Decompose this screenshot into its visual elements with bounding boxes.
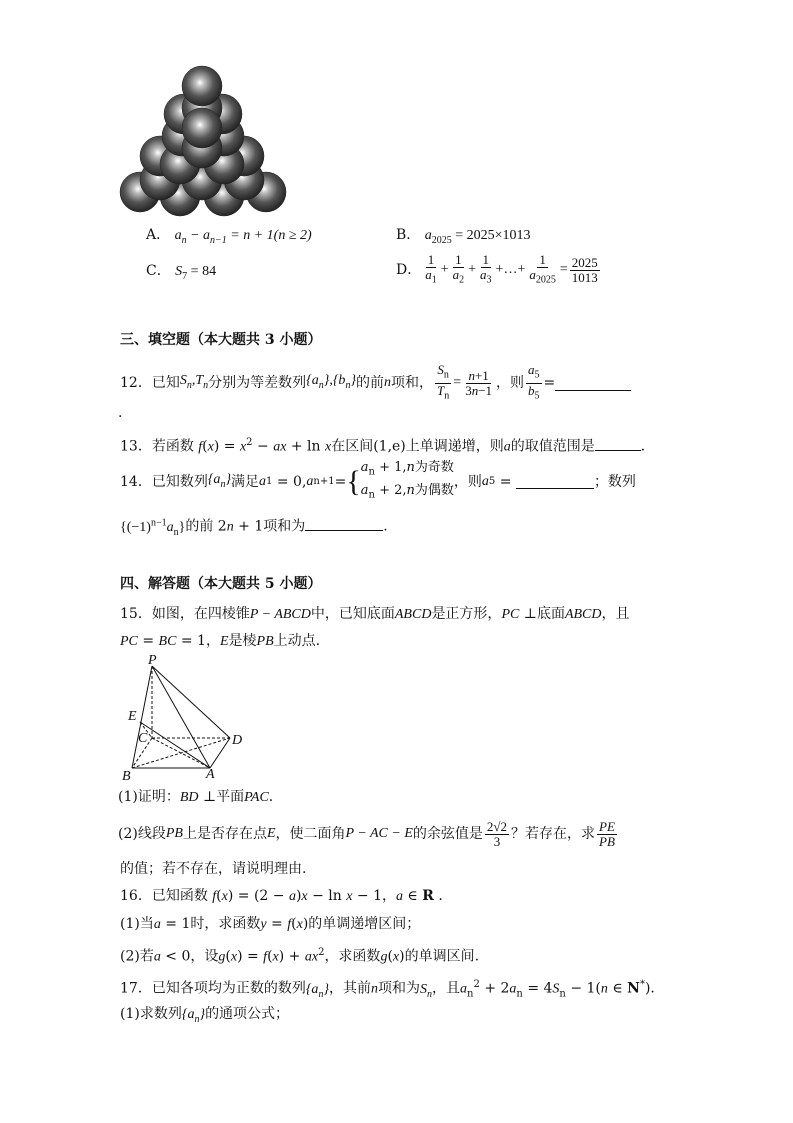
q13-text: 若函数 — [151, 438, 194, 455]
option-c-label: C． — [146, 263, 171, 279]
label-p: P — [148, 653, 157, 668]
q15-text: 底面 — [536, 606, 565, 622]
q14-text: 项和为 — [263, 518, 306, 535]
label-b: B — [122, 769, 131, 784]
label-e: E — [128, 709, 137, 724]
q14-text: 满足 — [231, 474, 260, 490]
q16-part1-text: (1)当 — [120, 916, 154, 932]
section-title-solutions: 四、解答题（本大题共 5 小题） — [120, 576, 322, 592]
q16-part2-text: ，设 — [190, 948, 219, 965]
q13-text: 的取值范围是 — [510, 438, 595, 455]
question-number: 14． — [120, 474, 152, 490]
option-c[interactable] — [146, 262, 216, 286]
option-d[interactable] — [396, 252, 602, 288]
answer-blank[interactable] — [595, 438, 641, 451]
q15-text: 中，已知底面 — [310, 606, 395, 622]
question-13: 13．若函数 $f(x) = x^2$ − ax + ln x在区间(1,e)上单调递增，则a的取值范围是 ． — [120, 437, 655, 455]
q14-case-even: 为偶数 — [414, 483, 454, 498]
question-16: 16．已知函数 f(x) = (2 − a)x − ln x − 1，a ∈ R . — [120, 888, 443, 904]
option-b-expr: $a_{2025} = 2025\times 1013$ — [424, 228, 531, 246]
question-14-line2: $\{(-1)^{n-1}a_n\}$的前 2n + 1项和为 . — [120, 517, 388, 538]
q15-text: 上动点. — [273, 633, 321, 649]
question-17: 17．已知各项均为正数的数列$\{a_n\}$，其前n项和为$S_n$，且$a_n^2 + 2a_n = 4S_n - 1(n$ ∈ N*). — [120, 979, 655, 1000]
q15-part1-text: (1)证明： — [118, 789, 180, 805]
q12-text: ，则 — [496, 375, 525, 391]
option-a[interactable] — [146, 226, 312, 250]
q14-case-odd: 为奇数 — [414, 460, 454, 476]
option-c-expr: $S_7 = 84$ — [175, 264, 217, 282]
q17-text: 项和为 — [378, 980, 421, 997]
question-number: 13． — [120, 438, 152, 455]
q17-part1: (1)求数列$\{a_n\}$的通项公式； — [120, 1006, 290, 1025]
q16-part2-text: (2)若 — [120, 948, 154, 965]
q17-text: ，其前 — [329, 980, 372, 997]
section-title-fill-in: 三、填空题（本大题共 3 小题） — [120, 332, 322, 348]
q14-text: ，则 — [453, 474, 482, 490]
q17-part1-text: (1)求数列 — [120, 1006, 182, 1022]
q15-part2: (2)线段 PB 上是否存在点 E ，使二面角 P − AC − E 的余弦值是 $\frac{2√2}{3}$ ？若存在，求 $\frac{PE}{PB}$ — [118, 818, 615, 849]
question-number: 15． — [120, 606, 152, 622]
q13-text: 上单调递增，则 — [405, 438, 504, 455]
option-d-label: D． — [396, 262, 422, 278]
label-d: D — [232, 733, 243, 748]
label-a: A — [206, 767, 215, 782]
q15-text: ， — [205, 633, 220, 649]
q12-text: 已知 — [151, 375, 180, 391]
q15-part1: (1)证明：BD ⊥平面PAC. — [118, 789, 274, 805]
q13-text: 在区间 — [331, 438, 374, 455]
q15-part1-text: . — [268, 789, 274, 805]
question-12: 12． 已知 $S_n,T_n$ 分别为等差数列 $\{a_n\},\{b_n\}$ 的前 n 项和， $\frac{S_n}{T_n}$ = $\frac{n+1}{3n-1}$ ，则 $\frac{a_5}{b_5}$ = — [120, 366, 631, 400]
label-c: C — [138, 731, 148, 746]
q15-text: 是正方形， — [431, 606, 502, 622]
q16-part1-text: 的单调递增区间； — [308, 916, 421, 932]
q12-text: 项和， — [391, 375, 434, 391]
answer-blank[interactable] — [305, 518, 383, 531]
option-b-label: B． — [396, 227, 421, 243]
question-number: 16． — [120, 888, 152, 904]
q15-part1-text: 平面 — [216, 789, 245, 805]
question-15: 15．如图，在四棱锥P − ABCD中，已知底面ABCD是正方形，PC ⊥底面ABCD，且 — [120, 606, 630, 622]
q15-part2-line2: 的值；若不存在，请说明理由. — [120, 861, 307, 877]
q12-text: 分别为等差数列 — [208, 375, 307, 391]
q14-text: ；数列 — [593, 474, 636, 490]
q17-part1-text: 的通项公式； — [205, 1006, 290, 1022]
q16-text: 已知函数 — [151, 888, 208, 904]
question-14: 14． 已知数列 $\{a_n\}$ 满足 a 1 = 0, a n+1 = { $a_n + 1,n$为奇数 $a_n + 2,n$为偶数 ，则 a 5 = ；数列 — [120, 460, 636, 501]
option-a-label: A． — [146, 227, 171, 243]
q15-text: 是棱 — [228, 633, 257, 649]
q15-part2-text: (2)线段 — [118, 826, 166, 842]
q15-part2-text: ，使二面角 — [275, 826, 346, 842]
q16-part2-text: 的单调区间. — [404, 948, 480, 965]
q13-text: ． — [640, 438, 655, 455]
q17-text: ，且 — [432, 980, 461, 997]
answer-blank[interactable] — [555, 376, 631, 391]
q14-text: 的前 — [185, 518, 214, 535]
sphere-pyramid-image — [112, 62, 298, 222]
pyramid-figure — [116, 652, 256, 784]
q12-text: 的前 — [356, 375, 385, 391]
q12-text: = — [543, 375, 556, 391]
answer-blank[interactable] — [516, 476, 594, 489]
q15-part2-text: 上是否存在点 — [182, 826, 267, 842]
option-d-expr: $\frac{1}{a_1}$ + $\frac{1}{a_2}$ + $\frac{1}{a_3}$ +…+ $\frac{1}{a_{2025}}$ = $\frac{2025}{1013}$ — [425, 251, 598, 286]
question-number: 12． — [120, 375, 152, 391]
question-15-line2: PC = BC = 1，E是棱PB上动点. — [120, 633, 321, 649]
q16-part1: (1)当a = 1时，求函数y = f(x)的单调递增区间； — [120, 916, 421, 932]
q16-part2-text: ，求函数 — [324, 948, 381, 965]
q15-part2-text: 的余弦值是 — [412, 826, 483, 842]
q15-text: 如图，在四棱锥 — [151, 606, 250, 622]
question-number: 17． — [120, 980, 152, 997]
q16-part2: (2)若a < 0，设$g(x) = f(x) + ax^2$，求函数g(x)的单调区间. — [120, 947, 480, 965]
option-a-expr: $a_n - a_{n-1} = n + 1(n \ge 2)$ — [174, 228, 312, 246]
q14-text: . — [383, 518, 388, 535]
q12-period: . — [118, 405, 123, 421]
option-b[interactable] — [396, 226, 531, 250]
q17-text: 已知各项均为正数的数列 — [151, 980, 306, 997]
q14-text: 已知数列 — [151, 474, 208, 490]
q15-part2-text: ？若存在，求 — [511, 826, 596, 842]
q15-text: ，且 — [601, 606, 630, 622]
q16-part1-text: 时，求函数 — [190, 916, 261, 932]
